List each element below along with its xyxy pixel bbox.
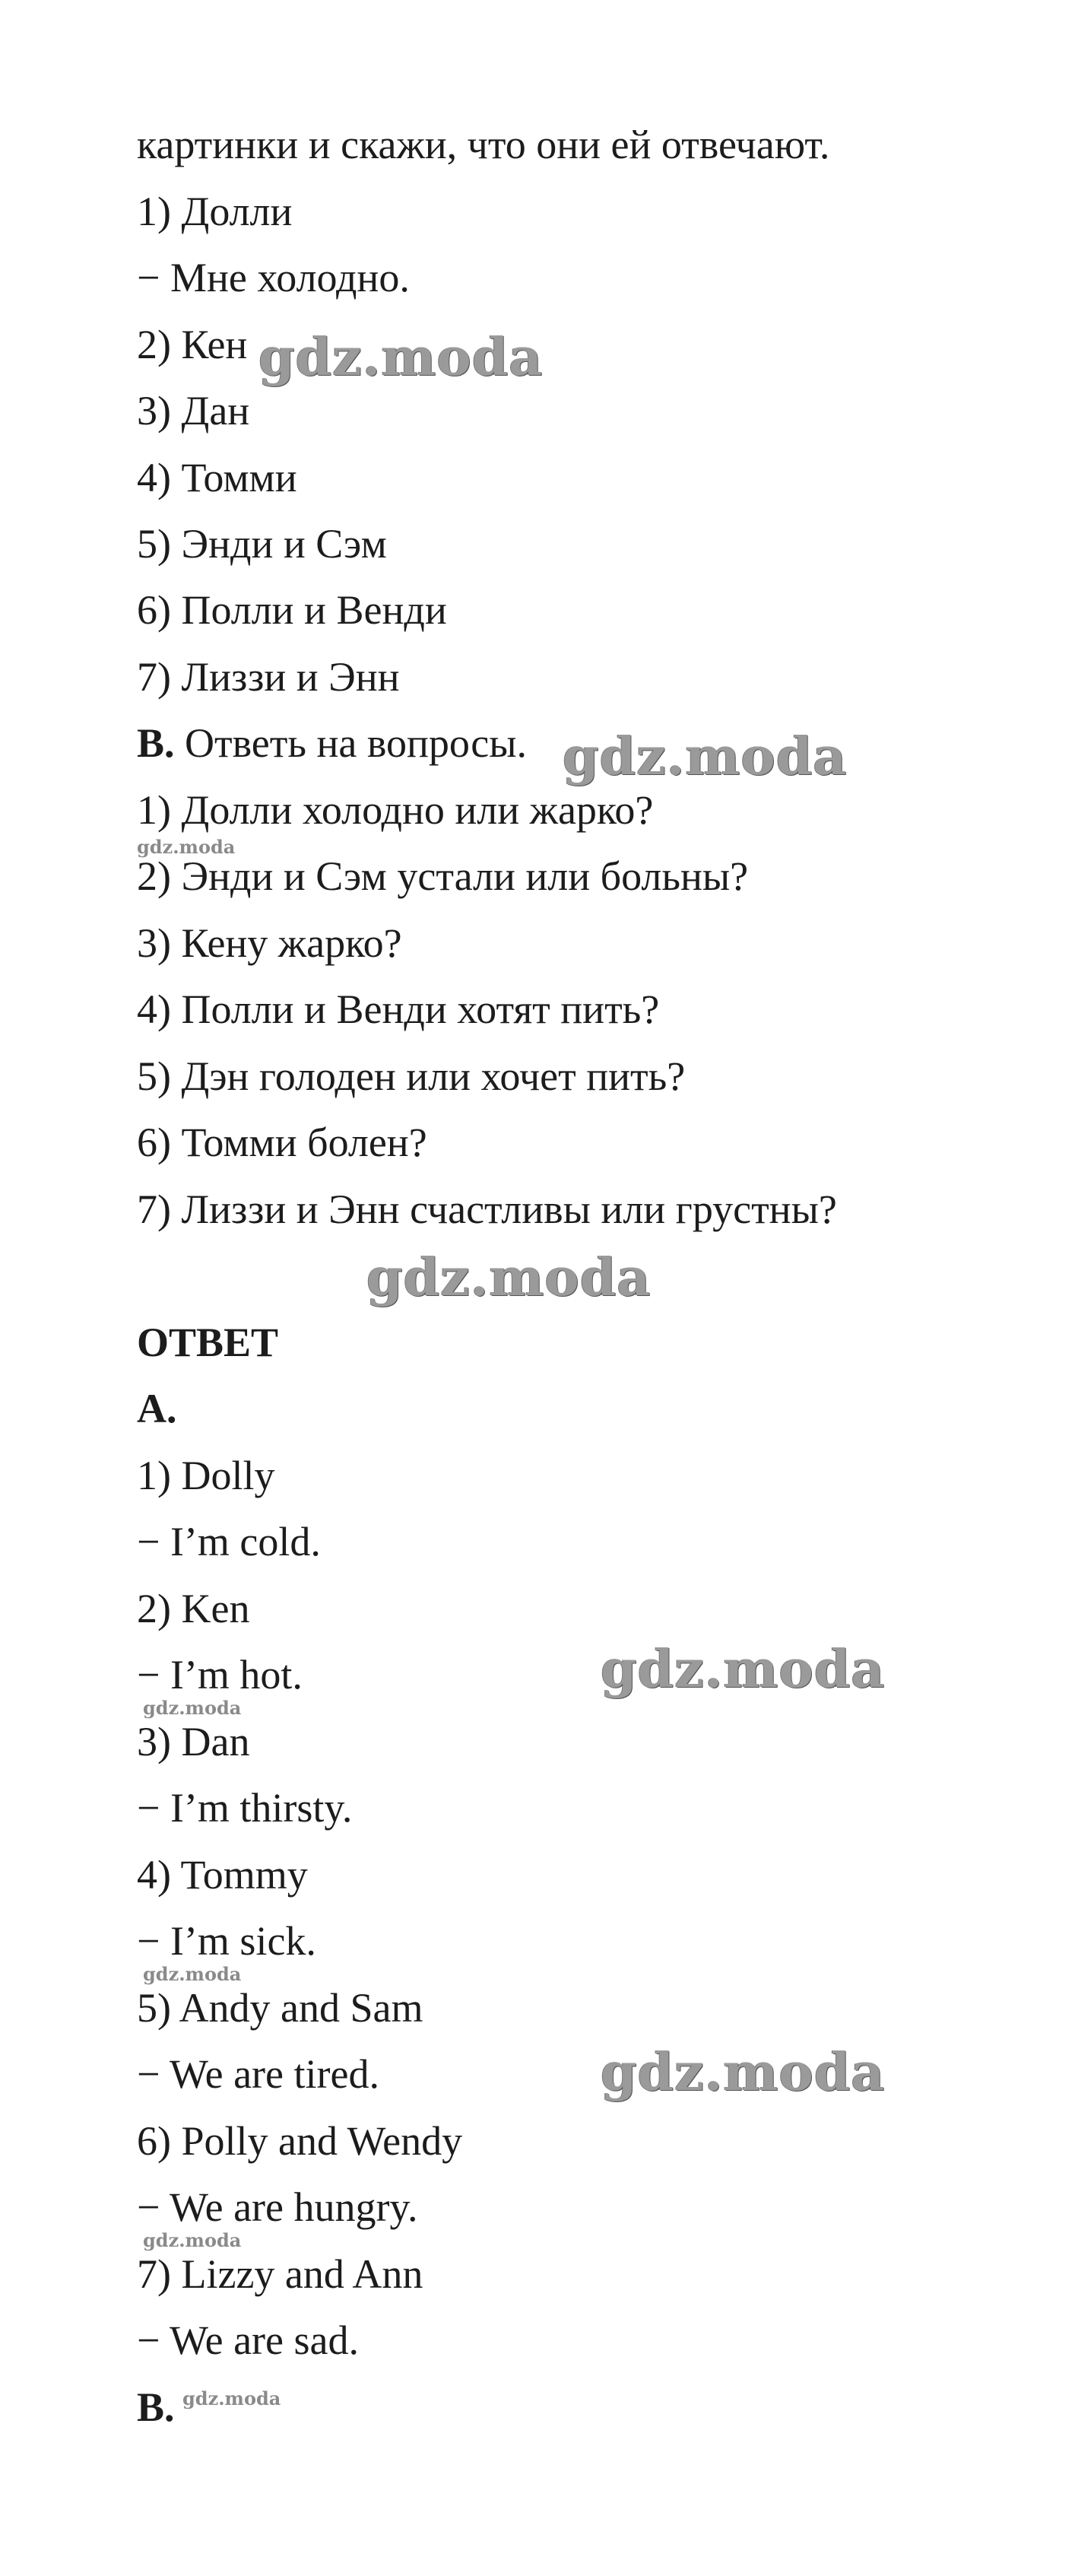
answer-item-3-reply: − I’m thirsty. [137, 1785, 353, 1831]
task-a-item-5: 5) Энди и Сэм [137, 521, 387, 567]
task-b-item-4: 4) Полли и Венди хотят пить? [137, 986, 660, 1032]
answer-item-1: 1) Dolly [137, 1453, 275, 1498]
task-a-item-1: 1) Долли [137, 189, 293, 234]
task-b-item-6: 6) Томми болен? [137, 1120, 427, 1165]
watermark-large: gdz.moda [563, 726, 848, 787]
answer-item-5-reply: − We are tired. [137, 2051, 379, 2097]
task-b-label: B. [137, 720, 175, 766]
task-a-item-2: 2) Кен [137, 322, 248, 367]
answer-b-label: B. [137, 2384, 175, 2430]
watermark-small: gdz.moda [143, 1697, 242, 1719]
task-b-item-2: 2) Энди и Сэм устали или больны? [137, 853, 749, 899]
answer-item-4: 4) Tommy [137, 1852, 308, 1898]
task-b-heading [137, 720, 527, 766]
task-b-item-3: 3) Кену жарко? [137, 920, 402, 966]
watermark-large: gdz.moda [601, 1639, 886, 1700]
task-intro: картинки и скажи, что они ей отвечают. [137, 122, 830, 167]
watermark-small: gdz.moda [143, 1963, 242, 1985]
task-a-item-3: 3) Дан [137, 388, 250, 434]
answer-item-7: 7) Lizzy and Ann [137, 2251, 423, 2297]
task-b-item-7: 7) Лиззи и Энн счастливы или грустны? [137, 1186, 837, 1232]
task-a-item-1-reply: − Мне холодно. [137, 255, 410, 300]
answer-item-3: 3) Dan [137, 1719, 250, 1764]
answer-a-label: A. [137, 1386, 177, 1431]
answer-item-2: 2) Ken [137, 1586, 250, 1631]
answer-item-4-reply: − I’m sick. [137, 1918, 316, 1964]
watermark-small: gdz.moda [182, 2387, 281, 2409]
answer-item-1-reply: − I’m cold. [137, 1519, 321, 1564]
answer-item-6-reply: − We are hungry. [137, 2184, 418, 2230]
watermark-large: gdz.moda [258, 327, 544, 388]
watermark-small: gdz.moda [137, 836, 236, 858]
watermark-small: gdz.moda [143, 2229, 242, 2251]
answer-heading: ОТВЕТ [137, 1320, 279, 1365]
answer-item-7-reply: − We are sad. [137, 2317, 359, 2363]
watermark-large: gdz.moda [366, 1247, 652, 1308]
task-a-item-4: 4) Томми [137, 455, 297, 500]
answer-item-5: 5) Andy and Sam [137, 1985, 423, 2031]
task-b-item-1: 1) Долли холодно или жарко? [137, 787, 654, 833]
watermark-large: gdz.moda [601, 2042, 886, 2103]
task-b-item-5: 5) Дэн голоден или хочет пить? [137, 1053, 686, 1099]
task-b-text: Ответь на вопросы. [185, 720, 527, 766]
task-a-item-7: 7) Лиззи и Энн [137, 654, 400, 700]
answer-item-2-reply: − I’m hot. [137, 1652, 303, 1698]
answer-item-6: 6) Polly and Wendy [137, 2118, 463, 2164]
task-a-item-6: 6) Полли и Венди [137, 587, 447, 633]
